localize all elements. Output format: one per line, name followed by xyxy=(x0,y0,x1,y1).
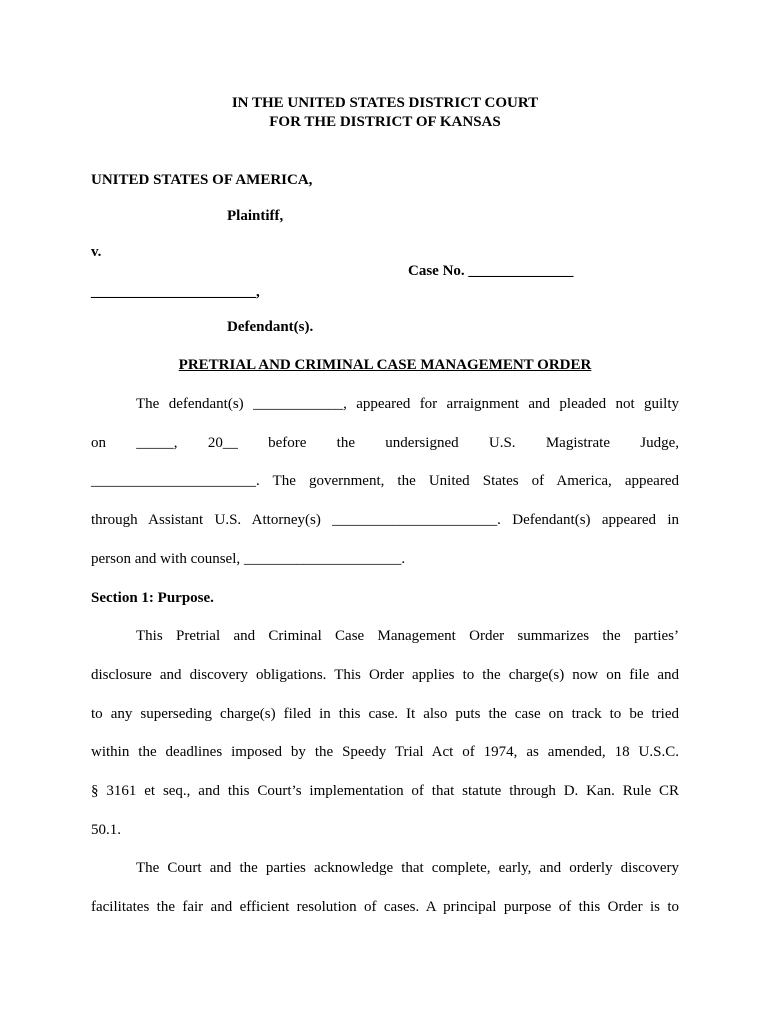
intro-line-1-text-a: The defendant(s) xyxy=(136,396,244,412)
section-1-p1-line-1: This Pretrial and Criminal Case Management Order summarizes the parties’ xyxy=(136,628,679,644)
intro-line-1 xyxy=(136,395,679,414)
case-number: Case No. ______________ xyxy=(408,263,574,279)
intro-on: on xyxy=(91,435,106,451)
section-1-p1-line-6: 50.1. xyxy=(91,822,121,838)
intro-line-2 xyxy=(91,434,679,453)
defendant-label: Defendant(s). xyxy=(227,319,314,335)
intro-line-5: person and with counsel, _____________________. xyxy=(91,551,406,567)
court-heading-line2: FOR THE DISTRICT OF KANSAS xyxy=(269,114,501,130)
court-heading-line1: IN THE UNITED STATES DISTRICT COURT xyxy=(231,95,539,111)
intro-line-2-rest: before the undersigned U.S. Magistrate Judge, xyxy=(268,435,680,451)
arraignment-year-blank: 20__ xyxy=(207,435,238,451)
intro-line-4-text-a: through Assistant U.S. Attorney(s) xyxy=(91,512,321,528)
arraignment-date-blank: _____, xyxy=(136,435,178,451)
section-1-p1-line-4: within the deadlines imposed by the Speedy Trial Act of 1974, as amended, 18 U.S.C. xyxy=(91,744,679,760)
attorney-name-blank: ______________________ xyxy=(332,512,498,528)
section-1-p1-line-2: disclosure and discovery obligations. This Order applies to the charge(s) now on file and xyxy=(91,667,679,683)
order-title: PRETRIAL AND CRIMINAL CASE MANAGEMENT ORDER xyxy=(178,357,592,373)
intro-line-4-text-b: . Defendant(s) appeared in xyxy=(497,512,680,528)
section-1-p1-line-5: § 3161 et seq., and this Court’s implementation of that statute through D. Kan. Rule CR xyxy=(91,783,679,799)
intro-line-1-text-b: , appeared for arraignment and pleaded not guilty xyxy=(343,396,679,412)
defendant-name-blank: ____________ xyxy=(253,396,344,412)
section-1-p2-line-1: The Court and the parties acknowledge that complete, early, and orderly discovery xyxy=(136,860,679,876)
defendant-blank: ______________________, xyxy=(91,284,260,300)
versus: v. xyxy=(91,244,102,260)
section-1-heading: Section 1: Purpose. xyxy=(91,590,214,606)
section-1-p2-line-2: facilitates the fair and efficient resolution of cases. A principal purpose of this Order is to xyxy=(91,899,679,915)
court-heading xyxy=(0,94,770,132)
intro-line-4 xyxy=(91,511,679,530)
plaintiff-label: Plaintiff, xyxy=(227,208,284,224)
section-1-p1-line-3: to any superseding charge(s) filed in this case. It also puts the case on track to be tried xyxy=(91,706,679,722)
plaintiff-name: UNITED STATES OF AMERICA, xyxy=(91,172,313,188)
intro-line-3: ______________________. The government, the United States of America, appeared xyxy=(91,473,679,489)
